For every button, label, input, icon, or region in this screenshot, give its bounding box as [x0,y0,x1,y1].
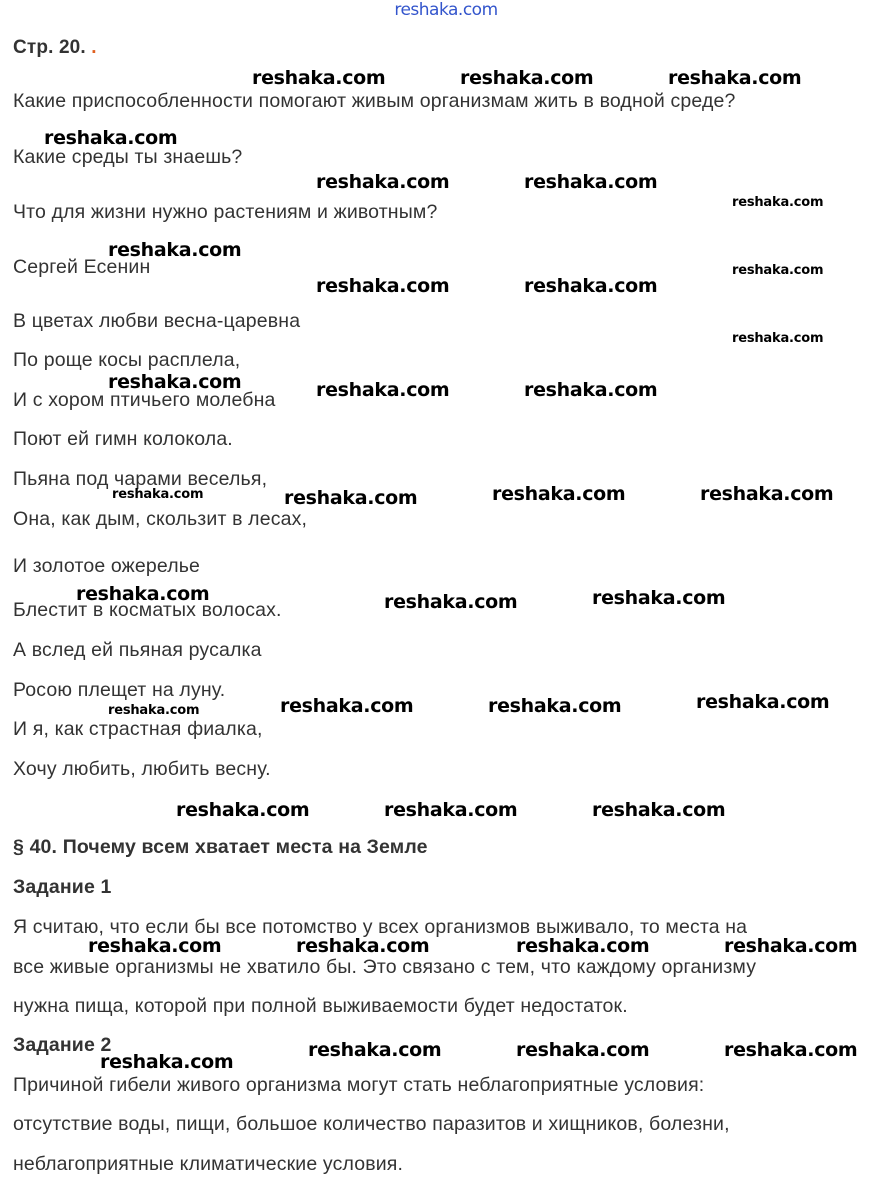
watermark: reshaka.com [732,331,824,346]
poem-line: Росою плещет на луну. [13,679,226,701]
watermark: reshaka.com [724,1039,858,1061]
watermark: reshaka.com [524,171,658,193]
poem-line: В цветах любви весна-царевна [13,310,301,332]
poem-author: Сергей Есенин [13,256,151,278]
page-reference-text: Стр. 20. [13,37,86,58]
poem-line: Хочу любить, любить весну. [13,758,271,780]
poem-line: И я, как страстная фиалка, [13,718,263,740]
watermark: reshaka.com [316,171,450,193]
task-text-line: нужна пища, которой при полной выживаемости будет недостаток. [13,995,628,1017]
poem-line: И золотое ожерелье [13,555,201,577]
watermark: reshaka.com [524,275,658,297]
watermark: reshaka.com [732,195,824,210]
watermark: reshaka.com [280,695,414,717]
poem-line: Поют ей гимн колокола. [13,428,233,450]
task-text-line: отсутствие воды, пищи, большое количество паразитов и хищников, болезни, [13,1113,730,1135]
question-line: Какие среды ты знаешь? [13,146,243,168]
watermark: reshaka.com [252,67,386,89]
watermark: reshaka.com [76,583,210,605]
poem-line: Пьяна под чарами веселья, [13,468,268,490]
watermark: reshaka.com [316,275,450,297]
page-reference-mark: . [91,37,97,58]
poem-line: По роще косы расплела, [13,349,241,371]
poem-line: И с хором птичьего молебна [13,389,276,411]
watermark: reshaka.com [492,483,626,505]
question-line: Что для жизни нужно растениям и животным? [13,201,438,223]
watermark: reshaka.com [100,1051,234,1073]
watermark: reshaka.com [516,1039,650,1061]
watermark: reshaka.com [516,935,650,957]
watermark: reshaka.com [88,935,222,957]
poem-line: А вслед ей пьяная русалка [13,639,262,661]
watermark: reshaka.com [108,371,242,393]
watermark: reshaka.com [488,695,622,717]
page-reference [13,36,97,60]
poem-line: Она, как дым, скользит в лесах, [13,508,308,530]
watermark: reshaka.com [284,487,418,509]
task-text-line: неблагоприятные климатические условия. [13,1153,404,1175]
watermark: reshaka.com [592,799,726,821]
site-link[interactable]: reshaka.com [394,0,498,20]
task-text-line: Причиной гибели живого организма могут стать неблагоприятные условия: [13,1074,705,1096]
watermark: reshaka.com [112,487,204,502]
watermark: reshaka.com [384,799,518,821]
watermark: reshaka.com [108,239,242,261]
watermark: reshaka.com [460,67,594,89]
task-text-line: Я считаю, что если бы все потомство у всех организмов выживало, то места на [13,916,748,938]
watermark: reshaka.com [668,67,802,89]
watermark: reshaka.com [44,127,178,149]
watermark: reshaka.com [700,483,834,505]
watermark: reshaka.com [592,587,726,609]
watermark: reshaka.com [316,379,450,401]
task-text-line: все живые организмы не хватило бы. Это связано с тем, что каждому организму [13,956,757,978]
watermark: reshaka.com [724,935,858,957]
poem-line: Блестит в косматых волосах. [13,599,282,621]
watermark: reshaka.com [384,591,518,613]
question-line: Какие приспособленности помогают живым организмам жить в водной среде? [13,90,736,112]
task-title: Задание 1 [13,876,112,898]
watermark: reshaka.com [108,703,200,718]
watermark: reshaka.com [176,799,310,821]
watermark: reshaka.com [296,935,430,957]
task-title: Задание 2 [13,1034,112,1056]
watermark: reshaka.com [696,691,830,713]
section-title: § 40. Почему всем хватает места на Земле [13,836,428,858]
watermark: reshaka.com [732,263,824,278]
watermark: reshaka.com [524,379,658,401]
watermark: reshaka.com [308,1039,442,1061]
